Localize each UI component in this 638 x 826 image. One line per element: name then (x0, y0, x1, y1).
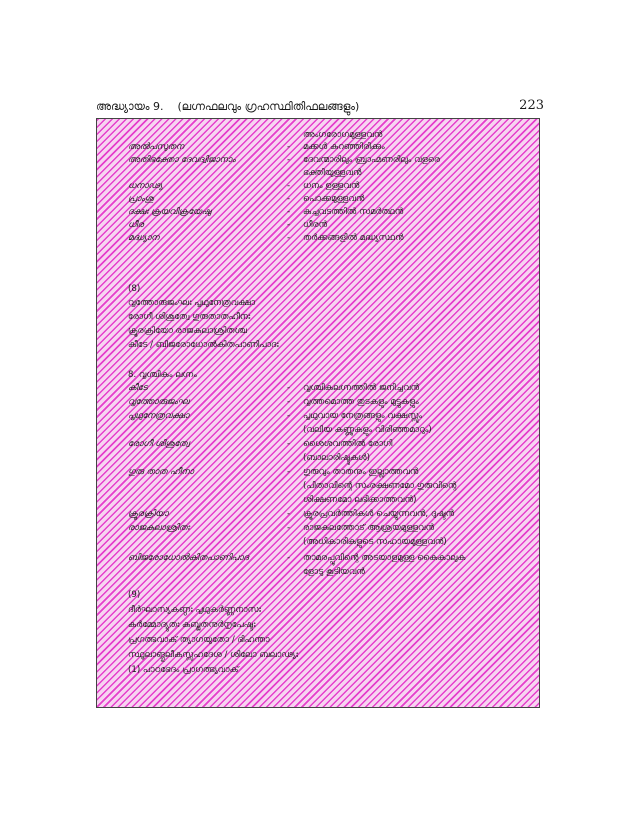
meaning: ധീരൻ (303, 220, 328, 230)
meaning: (ബാലാരിഷ്ടുകൾ) (303, 453, 371, 463)
chapter-title: (ലഗ്നഫലവും ഗ്രഹസ്ഥിതിഫലങ്ങളും) (177, 100, 360, 113)
meaning: (പിതാവിന്റെ സംരക്ഷണമോ ഗുരുവിന്റെ (303, 481, 457, 491)
term: രോഗീ ശിശുത്വേ (128, 439, 190, 449)
dash: - (287, 509, 291, 519)
dash: - (287, 439, 291, 449)
meaning: ളോടു കൂടിയവൻ (303, 567, 365, 577)
lead-meaning: അംഗരോഗമുള്ളവൻ (303, 130, 383, 140)
section-heading: 8. വൃശ്ചികം ലഗ്നം (128, 370, 197, 380)
meaning: ശിക്ഷണമോ ലഭിക്കാത്തവൻ) (303, 495, 417, 505)
dash: - (287, 155, 291, 165)
dash: - (287, 220, 291, 230)
term: മദ്ധ്യാന (128, 233, 160, 243)
term: പൃഥുനേത്രവക്ഷാ (128, 411, 189, 421)
term: പ്രാംശു (128, 194, 154, 204)
dash: - (287, 207, 291, 217)
verse-line: കർമ്മോദ്യുതഃ കുബ്ജതനുർനൃപേഷ്ടഃ (128, 620, 256, 630)
verse-number: (9) (128, 590, 141, 600)
dash: - (287, 194, 291, 204)
term: ദക്ഷഃ ക്രയവിക്രയേഷു (128, 207, 212, 217)
meaning: ദേവന്മാരിലും ബ്രാഹ്മണരിലും വളരെ (303, 155, 441, 165)
dash: - (287, 142, 291, 152)
dash: - (287, 397, 291, 407)
term: അൽപസുതന (128, 142, 184, 152)
meaning: ഭക്തിയുള്ളവൻ (303, 168, 362, 178)
meaning: പൊക്കമുള്ളവൻ (303, 194, 365, 204)
meaning: മക്കൾ കുറഞ്ഞിരിക്കും (303, 142, 385, 152)
page-number: 223 (519, 98, 544, 113)
meaning: കച്ചവടത്തിൽ സമർത്ഥൻ (303, 207, 404, 217)
verse-line: ദീർഘാസ്യകണ്ഠഃ പൃഥുകർണ്ണനാസഃ (128, 605, 262, 615)
meaning: ശൈശവത്തിൽ രോഗി (303, 439, 393, 449)
term: ധനാഢ്യ (128, 181, 163, 191)
chapter-label: അദ്ധ്യായം 9. (96, 100, 164, 113)
meaning: വൃശ്ചികലഗ്നത്തിൽ ജനിച്ചവൻ (303, 383, 420, 393)
dash: - (287, 233, 291, 243)
dash: - (287, 467, 291, 477)
term: രാജകുലാശ്രിതഃ (128, 523, 190, 533)
term: ക്രൂരക്രിയാ (128, 509, 169, 519)
term: ധീര (128, 220, 144, 230)
verse-line: പ്രഗത്ഭവാക് ത്യാഗയുതോ / ഭിഹന്താ (128, 635, 270, 645)
term: വൃത്തോരുജംഘ (128, 397, 190, 407)
term: ബിജരോധോൽകിതപാണിപാദ (128, 553, 249, 563)
term: ഗുരു താത ഹീനാ (128, 467, 194, 477)
verse-line: രോഗീ ശിശുത്വേ ഗുരുതാതഹീനഃ (128, 312, 251, 322)
running-head (96, 100, 359, 114)
meaning: ധനം ഉള്ളവൻ (303, 181, 360, 191)
meaning: ഗുരുവും താതനും ഇല്ലാത്തവൻ (303, 467, 419, 477)
page-header (96, 98, 544, 116)
meaning: (വലിയ കണ്ണുകളും വിരിഞ്ഞമാറും) (303, 425, 432, 435)
verse-line: സ്ഥൂലാങ്ഗുലീകസ്സഹദേശ / ശിലോ ബലാഢ്യഃ (128, 650, 299, 660)
term: കീടേ (128, 383, 148, 393)
dash: - (287, 181, 291, 191)
meaning: രാജകുലത്തോട് ആശ്രയമുള്ളവൻ (303, 523, 435, 533)
verse-number: (8) (128, 284, 141, 294)
meaning: (അധികാരികളുടെ സഹായമുള്ളവൻ) (303, 537, 447, 547)
dash: - (287, 383, 291, 393)
meaning: താമരപ്പൂവിന്റെ അടയാളമുള്ള കൈകാലുക (303, 553, 466, 563)
dash: - (287, 553, 291, 563)
verse-line: കീടേ / ബിജരോധോൽകിതപാണിപാദഃ (128, 340, 279, 350)
term: അതിഭക്തോ ദേവദ്വിജാനാം (128, 155, 236, 165)
meaning: വൃത്തമൊത്ത തുടകളും മുട്ടുകളും (303, 397, 419, 407)
footnote: (1) പാഠഭേദം പ്രാഗത്ഭ്യവാക് (128, 665, 239, 675)
verse-line: വൃത്തോരുജംഘഃ പൃഥുനേത്രവക്ഷാ (128, 298, 256, 308)
verse-line: ക്രൂരക്രിയോ രാജകുലാശ്രിതശ്ച (128, 326, 247, 336)
meaning: പൃഥുവായ നേത്രങ്ങളും വക്ഷസ്സും (303, 411, 423, 421)
dash: - (287, 411, 291, 421)
meaning: ക്രൂരപ്രവർത്തികൾ ചെയ്യുന്നവൻ, ദുഷ്ടൻ (303, 509, 455, 519)
meaning: തർക്കങ്ങളിൽ മദ്ധ്യസ്ഥൻ (303, 233, 404, 243)
dash: - (287, 523, 291, 533)
